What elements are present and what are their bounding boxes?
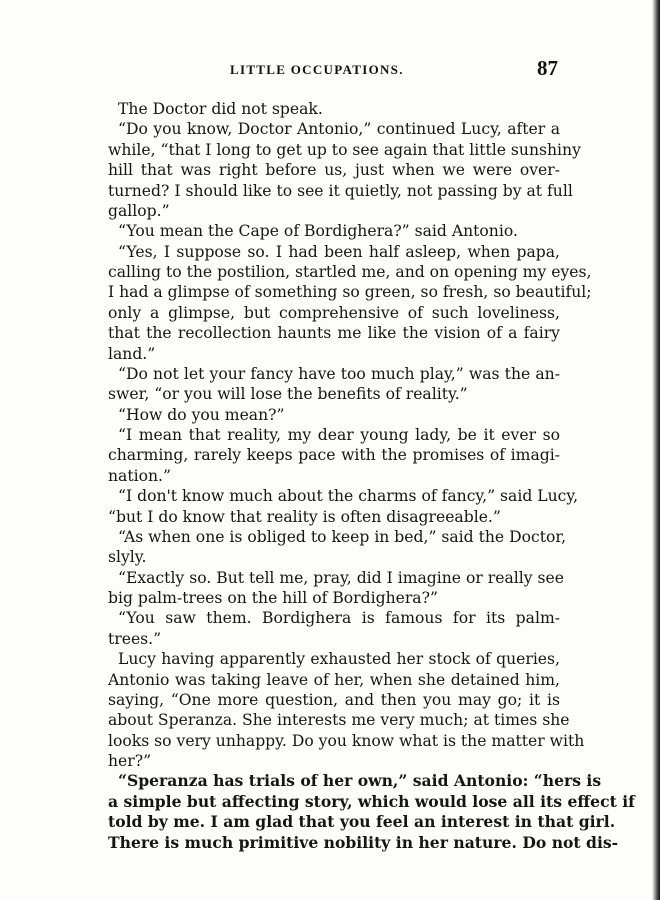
page-number: 87 [537, 56, 558, 80]
text-line: saying, “One more question, and then you may go; it is [108, 690, 560, 709]
text-line: “Speranza has trials of her own,” said Antonio: “hers is [118, 771, 602, 791]
page-edge-shadow [652, 0, 660, 900]
text-line: turned? I should like to see it quietly, not passing by at full [108, 181, 573, 200]
text-line: “I mean that reality, my dear young lady, be it ever so [118, 426, 560, 444]
running-head: LITTLE OCCUPATIONS. [230, 62, 404, 77]
text-line: about Speranza. She interests me very much; at times she [108, 711, 570, 730]
text-line: her?” [108, 752, 152, 770]
text-line: “Exactly so. But tell me, pray, did I imagine or really see [118, 568, 564, 587]
text-line: “Yes, I suppose so. I had been half asleep, when papa, [118, 242, 560, 261]
text-line: calling to the postilion, startled me, and on opening my eyes, [108, 263, 592, 281]
text-line: “You saw them. Bordighera is famous for its palm- [118, 609, 560, 628]
text-line: “As when one is obliged to keep in bed,” said the Doctor, [118, 527, 567, 546]
text-line: Lucy having apparently exhausted her stock of queries, [118, 650, 560, 669]
page-header [0, 56, 660, 84]
body-text [108, 99, 635, 853]
text-line: looks so very unhappy. Do you know what is the matter with [108, 731, 585, 750]
text-line: The Doctor did not speak. [118, 100, 323, 118]
text-line: I had a glimpse of something so green, so fresh, so beautiful; [108, 283, 592, 302]
text-line: trees.” [108, 629, 162, 648]
text-line: told by me. I am glad that you feel an interest in that girl. [108, 812, 616, 832]
text-line: hill that was right before us, just when we were over- [108, 161, 560, 180]
text-line: “How do you mean?” [118, 405, 285, 424]
text-line: a simple but affecting story, which would lose all its effect if [108, 791, 635, 811]
text-line: “but I do know that reality is often disagreeable.” [108, 507, 501, 526]
text-line: big palm-trees on the hill of Bordighera?” [108, 589, 438, 607]
text-line: charming, rarely keeps pace with the promises of imagi- [108, 446, 560, 465]
text-line: that the recollection haunts me like the vision of a fairy [108, 324, 560, 343]
text-line: while, “that I long to get up to see again that little sunshiny [108, 140, 581, 159]
text-line: “Do you know, Doctor Antonio,” continued Lucy, after a [118, 120, 560, 139]
text-line: only a glimpse, but comprehensive of such loveliness, [108, 303, 560, 322]
text-line: nation.” [108, 466, 171, 485]
text-line: “You mean the Cape of Bordighera?” said Antonio. [118, 222, 518, 241]
text-line: gallop.” [108, 201, 170, 220]
text-line: slyly. [108, 548, 147, 567]
text-line: “I don't know much about the charms of fancy,” said Lucy, [118, 487, 579, 506]
text-line: Antonio was taking leave of her, when she detained him, [108, 670, 560, 689]
text-line: land.” [108, 344, 156, 363]
text-line: swer, “or you will lose the benefits of reality.” [108, 385, 468, 404]
text-line: “Do not let your fancy have too much play,” was the an- [118, 364, 560, 383]
text-line: There is much primitive nobility in her nature. Do not dis- [108, 832, 619, 852]
